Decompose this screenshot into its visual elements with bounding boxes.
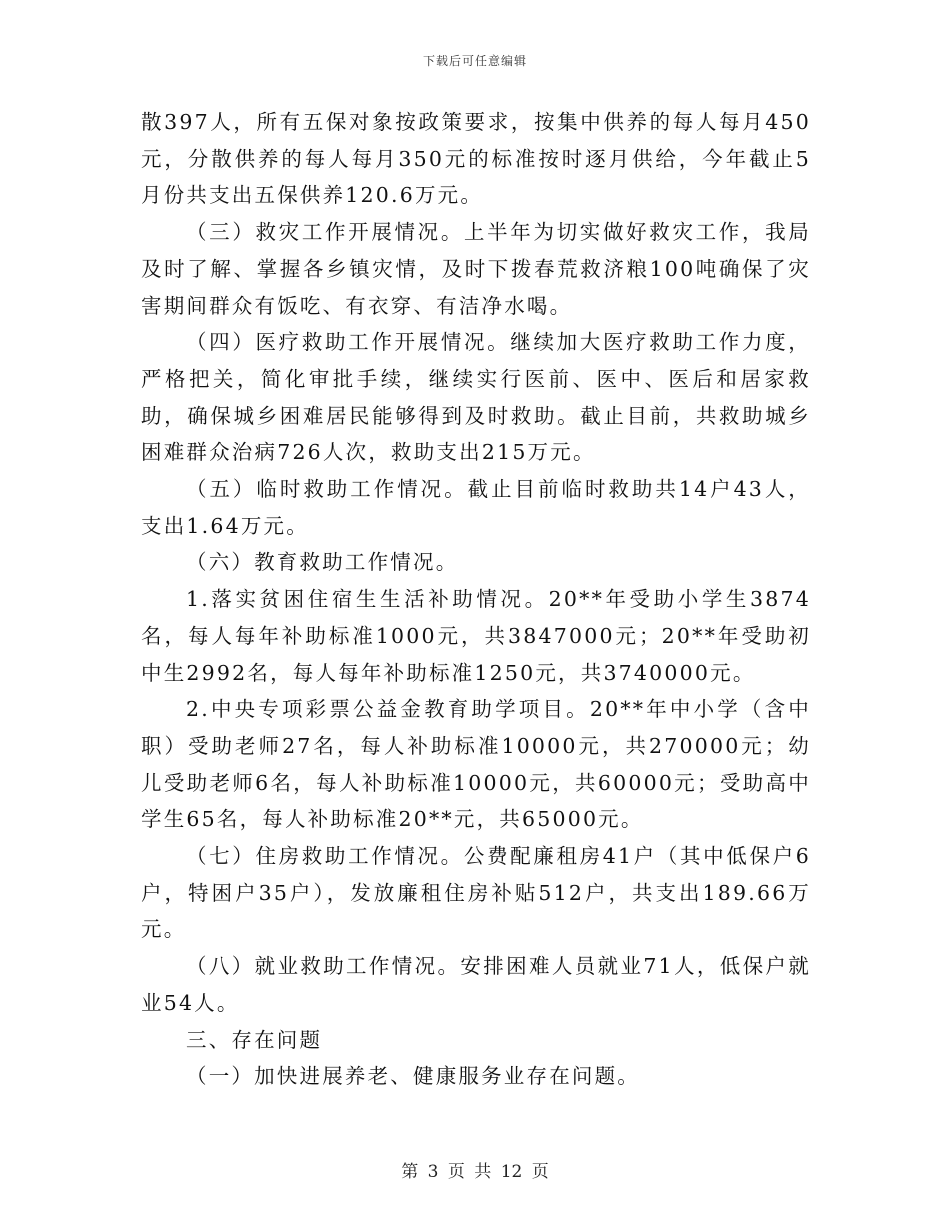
paragraph-lottery-fund-project: 2.中央专项彩票公益金教育助学项目。20**年中小学（含中职）受助老师27名，每人补助标准10000元，共270000元；幼儿受助老师6名，每人补助标准10000元，共60000元；受助高中学生65名，每人补助标准20**元，共65000元。 — [141, 697, 811, 832]
paragraph-wubao-support: 散397人，所有五保对象按政策要求，按集中供养的每人每月450元，分散供养的每人每月350元的标准按时逐月供给，今年截止5月份共支出五保供养120.6万元。 — [141, 110, 811, 208]
subheading-elderly-care-problems: （一）加快进展养老、健康服务业存在问题。 — [186, 1064, 640, 1089]
page-header-note: 下载后可任意编辑 — [422, 54, 527, 68]
document-body — [141, 104, 811, 1095]
paragraph-housing-assistance: （七）住房救助工作情况。公费配廉租房41户（其中低保户6户，特困户35户），发放廉租住房补贴512户，共支出189.66万元。 — [141, 844, 811, 942]
page-number-footer: 第 3 页 共 12 页 — [401, 1162, 549, 1182]
paragraph-medical-assistance: （四）医疗救助工作开展情况。继续加大医疗救助工作力度，严格把关，简化审批手续，继续实行医前、医中、医后和居家救助，确保城乡困难居民能够得到及时救助。截止目前，共救助城乡困难群众治病726人次，救助支出215万元。 — [141, 330, 811, 465]
paragraph-education-assistance-heading: （六）教育救助工作情况。 — [186, 550, 459, 575]
section-heading-problems: 三、存在问题 — [186, 1027, 323, 1052]
paragraph-employment-assistance: （八）就业救助工作情况。安排困难人员就业71人，低保户就业54人。 — [141, 954, 811, 1015]
paragraph-temporary-assistance: （五）临时救助工作情况。截止目前临时救助共14户43人，支出1.64万元。 — [141, 477, 811, 538]
paragraph-disaster-relief: （三）救灾工作开展情况。上半年为切实做好救灾工作，我局及时了解、掌握各乡镇灾情，及时下拨春荒救济粮100吨确保了灾害期间群众有饭吃、有衣穿、有洁净水喝。 — [141, 220, 811, 318]
paragraph-boarding-subsidy: 1.落实贫困住宿生生活补助情况。20**年受助小学生3874名，每人每年补助标准1000元，共3847000元；20**年受助初中生2992名，每人每年补助标准1250元，共3740000元。 — [141, 587, 811, 685]
